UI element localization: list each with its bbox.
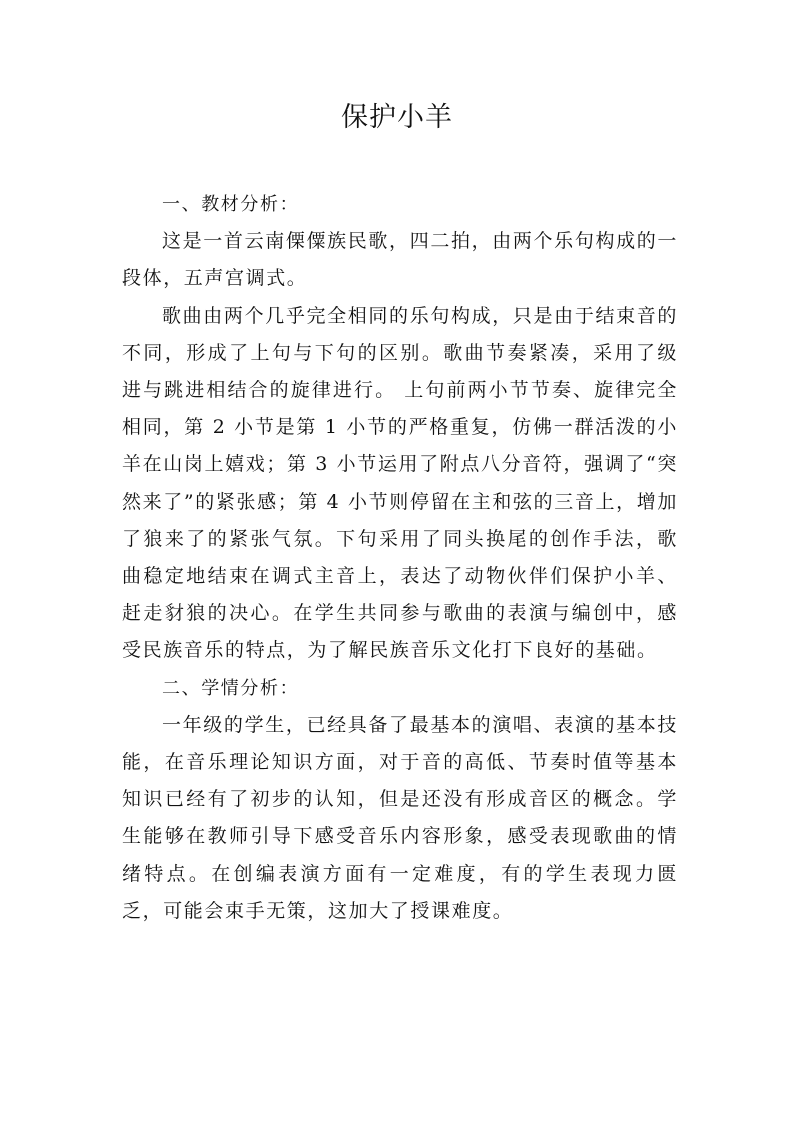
- section-heading-textbook-analysis: 一、教材分析：: [162, 194, 300, 215]
- paragraph-student-analysis: 一年级的学生，已经具备了最基本的演唱、表演的基本技能，在音乐理论知识方面，对于音的高低、节奏时值等基本知识已经有了初步的认知，但是还没有形成音区的概念。学生能够在教师引导下感受音乐内容形象，感受表现歌曲的情绪特点。在创编表演方面有一定难度，有的学生表现力匮乏，可能会束手无策，这加大了授课难度。: [122, 713, 678, 922]
- paragraph-song-intro: 这是一首云南傈僳族民歌，四二拍，由两个乐句构成的一段体，五声宫调式。: [122, 230, 678, 290]
- document-body: [122, 186, 678, 930]
- document-title: 保护小羊: [341, 102, 453, 133]
- paragraph-song-structure: 歌曲由两个几乎完全相同的乐句构成，只是由于结束音的不同，形成了上句与下句的区别。歌曲节奏紧凑，采用了级进与跳进相结合的旋律进行。 上句前两小节节奏、旋律完全相同，第 2 小节是第 1 小节的严格重复，仿佛一群活泼的小羊在山岗上嬉戏；第 3 小节运用了附点八分音符，强调了“突然来了”的紧张感；第 4 小节则停留在主和弦的三音上，增加了狼来了的紧张气氛。下句采用了同头换尾的创作手法，歌曲稳定地结束在调式主音上，表达了动物伙伴们保护小羊、赶走豺狼的决心。在学生共同参与歌曲的表演与编创中，感受民族音乐的特点，为了解民族音乐文化打下良好的基础。: [122, 304, 678, 662]
- section-heading-student-analysis: 二、学情分析：: [162, 677, 300, 699]
